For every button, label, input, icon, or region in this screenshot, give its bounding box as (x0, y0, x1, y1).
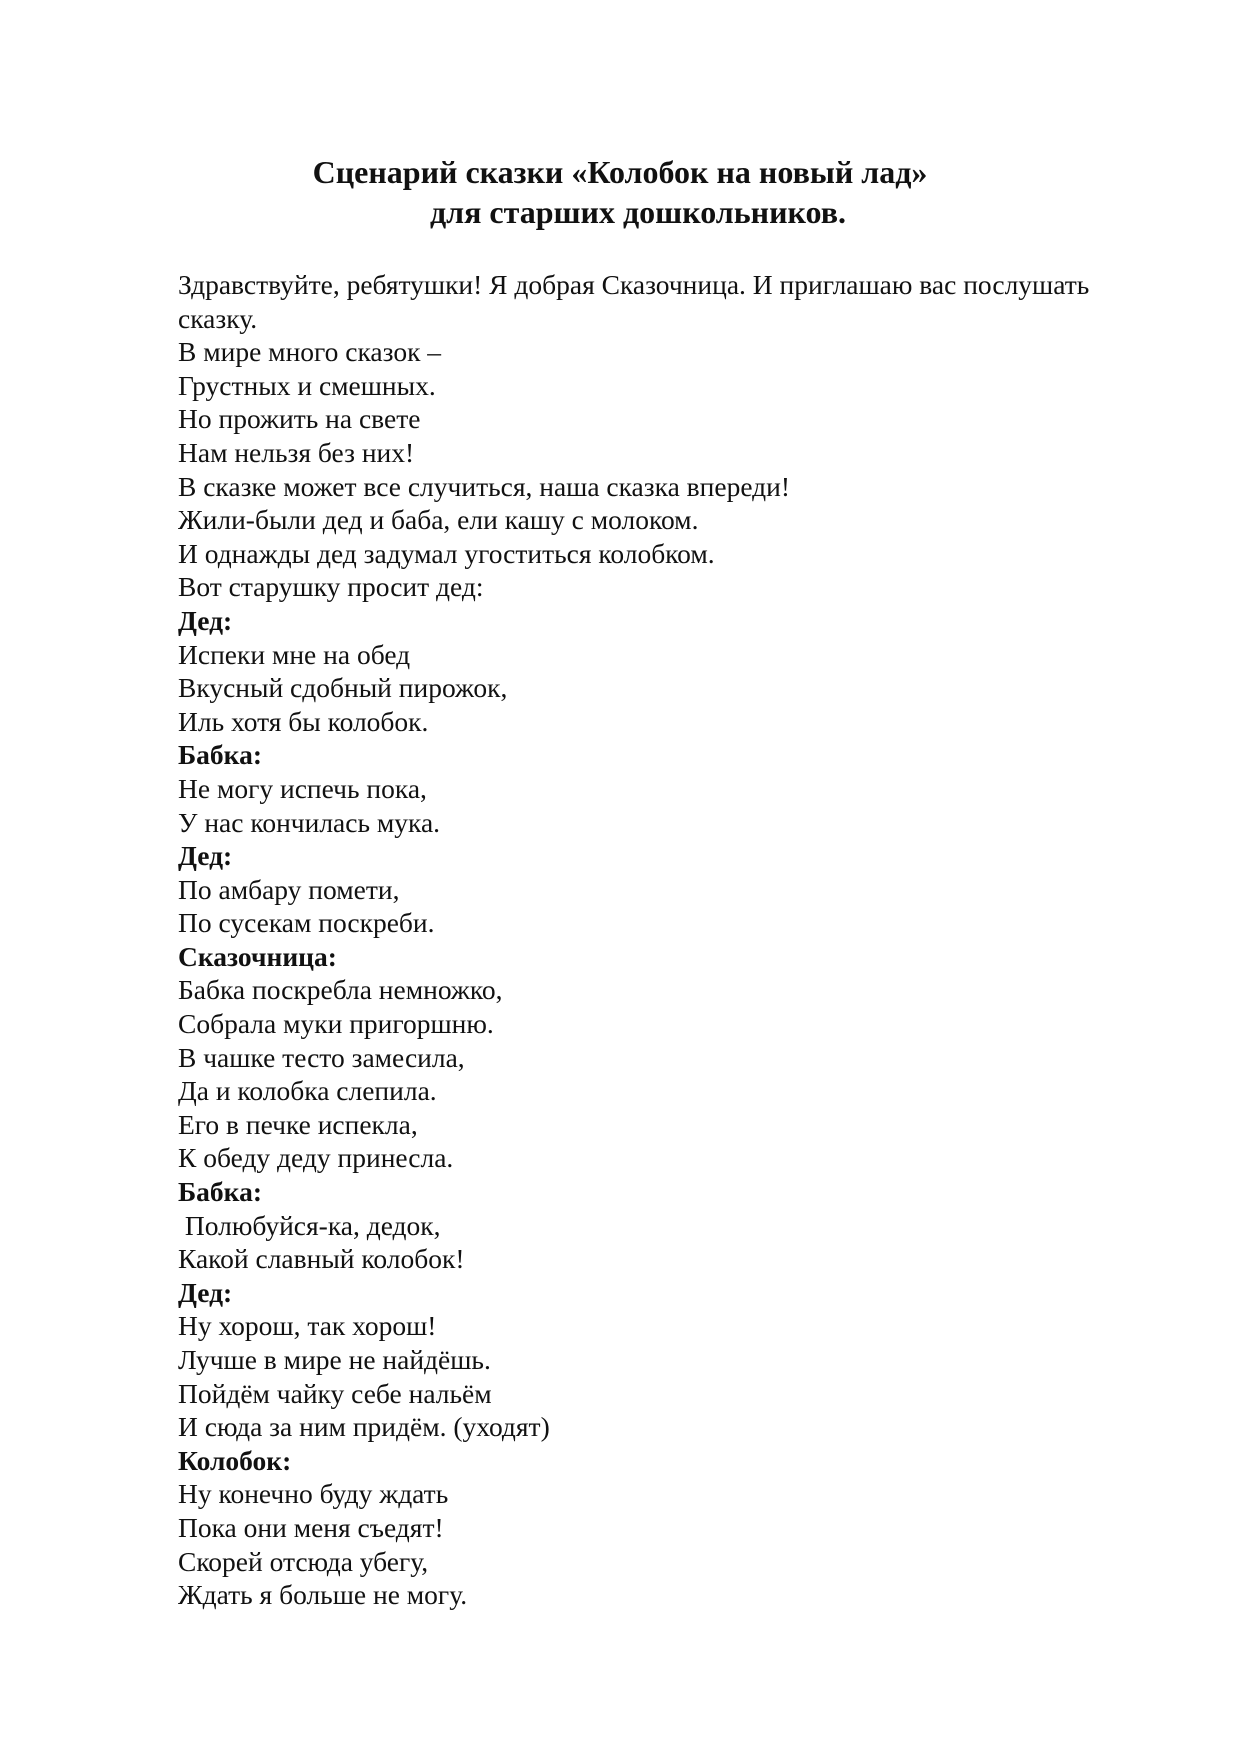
script-line: Пока они меня съедят! (178, 1511, 444, 1543)
speaker-label: Дед: (178, 840, 233, 872)
script-line: Жили-были дед и баба, ели кашу с молоком. (178, 504, 699, 536)
speaker-label: Бабка: (178, 1176, 263, 1208)
script-line: В чашке тесто замесила, (178, 1041, 465, 1073)
script-line: Лучше в мире не найдёшь. (178, 1344, 491, 1375)
script-line: По сусекам поскреби. (178, 907, 435, 939)
script-line: Скорей отсюда убегу, (178, 1545, 429, 1577)
script-line: Нам нельзя без них! (178, 436, 415, 468)
script-line: Иль хотя бы колобок. (178, 705, 429, 737)
speaker-label: Дед: (178, 604, 233, 636)
script-line: И сюда за ним придём. (уходят) (178, 1411, 550, 1443)
script-line: Вкусный сдобный пирожок, (178, 672, 508, 704)
script-body (178, 268, 1168, 1612)
speaker-label: Колобок: (178, 1444, 292, 1476)
speaker-label: Дед: (178, 1276, 233, 1308)
script-line: В мире много сказок – (178, 336, 442, 368)
script-line: Полюбуйся-ка, дедок, (178, 1209, 441, 1241)
script-line: Ну хорош, так хорош! (178, 1310, 437, 1342)
title-line-1: Сценарий сказки «Колобок на новый лад» (312, 154, 928, 190)
script-line: В сказке может все случиться, наша сказка впереди! (178, 470, 791, 502)
script-line: К обеду деду принесла. (178, 1142, 454, 1174)
speaker-label: Сказочница: (178, 940, 337, 972)
page-title (0, 152, 1240, 232)
script-line: Собрала муки пригоршню. (178, 1008, 494, 1040)
script-line: Его в печке испекла, (178, 1108, 418, 1140)
script-line: Но прожить на свете (178, 403, 421, 435)
script-line: Ну конечно буду ждать (178, 1478, 449, 1510)
speaker-label: Бабка: (178, 739, 263, 771)
script-line: Бабка поскребла немножко, (178, 974, 503, 1006)
script-line: У нас кончилась мука. (178, 806, 441, 838)
title-line-2: для старших дошкольников. (429, 194, 847, 230)
script-line: Да и колобка слепила. (178, 1075, 437, 1107)
script-line: Грустных и смешных. (178, 369, 436, 401)
script-line: Не могу испечь пока, (178, 772, 427, 804)
script-line: Здравствуйте, ребятушки! Я добрая Сказочница. И приглашаю вас послушать сказку. (178, 269, 1097, 334)
script-line: Пойдём чайку себе нальём (178, 1377, 492, 1409)
script-line: Какой славный колобок! (178, 1243, 465, 1275)
script-line: По амбару помети, (178, 873, 400, 905)
script-line: Ждать я больше не могу. (178, 1579, 468, 1611)
script-line: Испеки мне на обед (178, 638, 411, 670)
script-line: И однажды дед задумал угоститься колобком. (178, 537, 715, 569)
script-line: Вот старушку просит дед: (178, 571, 484, 603)
